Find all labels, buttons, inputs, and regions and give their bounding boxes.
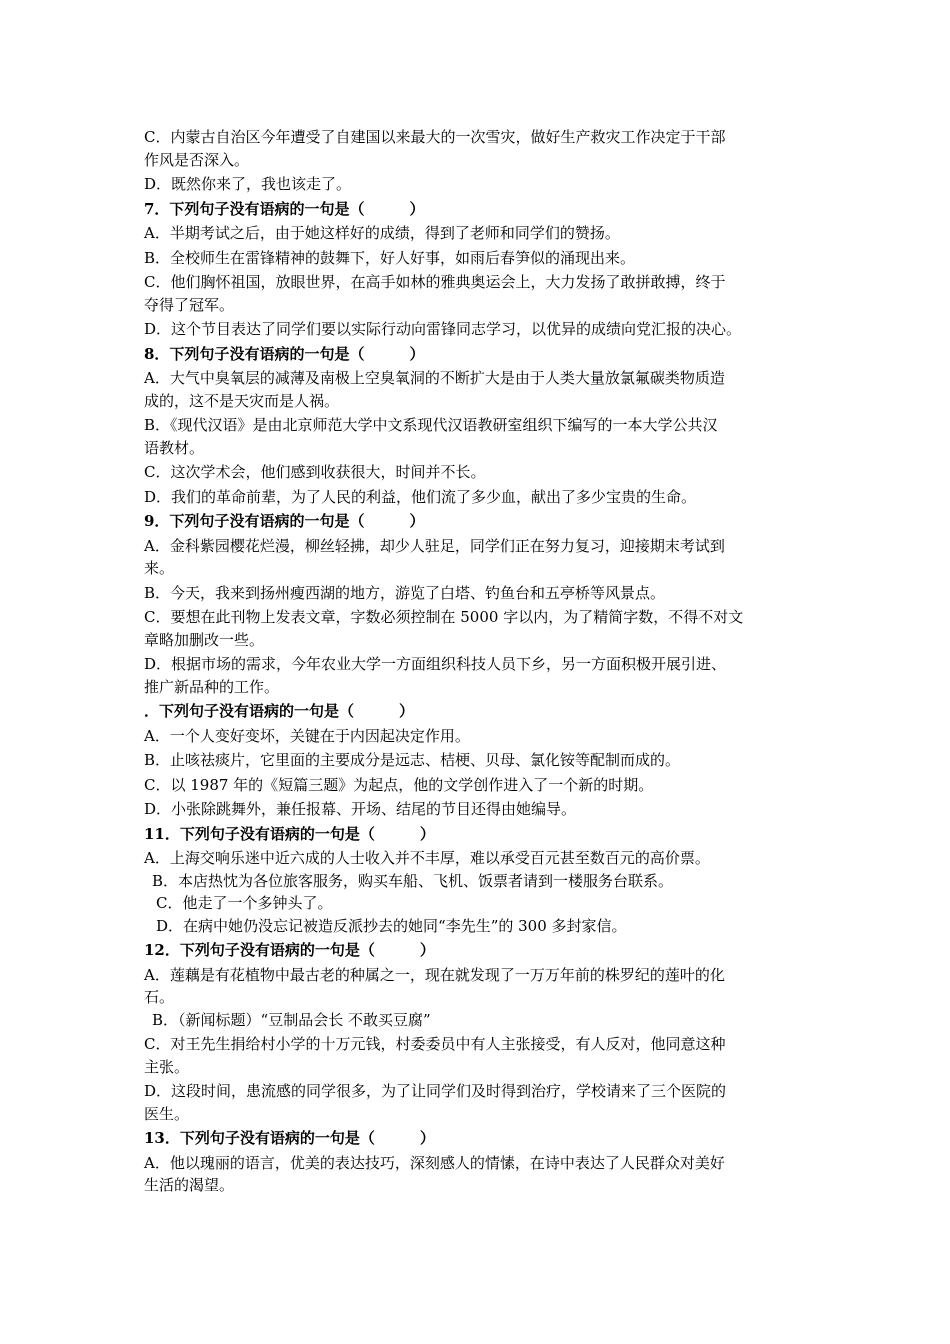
document-body [144, 126, 808, 1197]
text-line: 章略加删改一些。 [144, 630, 265, 649]
text-line: 语教材。 [144, 438, 205, 457]
option-b: B．今天，我来到扬州瘦西湖的地方，游览了白塔、钓鱼台和五亭桥等风景点。 [144, 583, 666, 602]
option-b: B．《现代汉语》是由北京师范大学中文系现代汉语教研室组织下编写的一本大学公共汉 [144, 416, 718, 434]
text-line: 成的，这不是天灾而是人祸。 [144, 391, 340, 410]
question-11-heading: 11．下列句子没有语病的一句是（ ） [144, 824, 435, 843]
option-a: A．一个人变好变坏，关键在于内因起决定作用。 [144, 726, 470, 745]
option-c: C．以 1987 年的《短篇三题》为起点，他的文学创作进入了一个新的时期。 [144, 775, 654, 794]
question-10-heading: ．下列句子没有语病的一句是（ ） [144, 702, 415, 720]
option-c: C．要想在此刊物上发表文章，字数必须控制在 5000 字以内，为了精简字数，不得不对文 [144, 608, 744, 626]
text-line: C．内蒙古自治区今年遭受了自建国以来最大的一次雪灾，做好生产救灾工作决定于干部 [144, 128, 726, 146]
text-line: 推广新品种的工作。 [144, 677, 280, 696]
option-a: A．金科紫园樱花烂漫，柳丝轻拂，却少人驻足，同学们正在努力复习，迎接期末考试到 [144, 536, 725, 555]
option-a: A．大气中臭氧层的减薄及南极上空臭氧洞的不断扩大是由于人类大量放氯氟碳类物质造 [144, 369, 725, 387]
option-c: C．这次学术会，他们感到收获很大，时间并不长。 [144, 463, 486, 481]
option-d: D．这个节目表达了同学们要以实际行动向雷锋同志学习，以优异的成绩向党汇报的决心。 [144, 320, 742, 338]
option-a: A．莲藕是有花植物中最古老的种属之一，现在就发现了一万万年前的株罗纪的莲叶的化 [144, 965, 725, 984]
option-c: C．他走了一个多钟头了。 [156, 894, 333, 912]
question-9-heading: 9．下列句子没有语病的一句是（ ） [144, 512, 425, 530]
question-12-heading: 12．下列句子没有语病的一句是（ ） [144, 941, 435, 959]
text-line: 石。 [144, 988, 175, 1006]
question-8-heading: 8．下列句子没有语病的一句是（ ） [144, 344, 425, 363]
option-d: D．我们的革命前辈，为了人民的利益，他们流了多少血，献出了多少宝贵的生命。 [144, 487, 697, 506]
text-line: 医生。 [144, 1104, 190, 1123]
option-a: A．上海交响乐迷中近六成的人士收入并不丰厚，难以承受百元甚至数百元的高价票。 [144, 849, 710, 867]
text-line: 夺得了冠军。 [144, 295, 235, 314]
question-7-heading: 7．下列句子没有语病的一句是（ ） [144, 199, 425, 218]
option-a: A．半期考试之后，由于她这样好的成绩，得到了老师和同学们的赞扬。 [144, 224, 620, 242]
option-d: D．小张除跳舞外，兼任报幕、开场、结尾的节目还得由她编导。 [144, 800, 577, 818]
option-b: B．本店热忱为各位旅客服务，购买车船、飞机、饭票者请到一楼服务台联系。 [152, 871, 674, 890]
text-line: 主张。 [144, 1057, 190, 1076]
option-b: B．止咳祛痰片，它里面的主要成分是远志、桔梗、贝母、氯化铵等配制而成的。 [144, 751, 681, 769]
text-line: 生活的渴望。 [144, 1176, 235, 1194]
text-line: 来。 [144, 559, 175, 577]
option-a: A．他以瑰丽的语言，优美的表达技巧，深刻感人的情愫，在诗中表达了人民群众对美好 [144, 1153, 725, 1172]
option-c: C．他们胸怀祖国，放眼世界，在高手如林的雅典奥运会上，大力发扬了敢拼敢搏，终于 [144, 273, 726, 291]
text-line: 作风是否深入。 [144, 150, 250, 169]
option-b: B．（新闻标题）“豆制品会长 不敢买豆腐” [152, 1010, 431, 1029]
question-13-heading: 13．下列句子没有语病的一句是（ ） [144, 1129, 435, 1147]
option-d: D．这段时间，患流感的同学很多，为了让同学们及时得到治疗，学校请来了三个医院的 [144, 1082, 727, 1100]
option-b: B．全校师生在雷锋精神的鼓舞下，好人好事，如雨后春笋似的涌现出来。 [144, 248, 636, 267]
option-c: C．对王先生捐给村小学的十万元钱，村委委员中有人主张接受，有人反对，他同意这种 [144, 1035, 726, 1053]
option-d: D．在病中她仍没忘记被造反派抄去的她同“李先生”的 300 多封家信。 [156, 916, 627, 935]
option-d: D．根据市场的需求，今年农业大学一方面组织科技人员下乡，另一方面积极开展引进、 [144, 655, 727, 673]
option-d: D．既然你来了，我也该走了。 [144, 175, 352, 193]
